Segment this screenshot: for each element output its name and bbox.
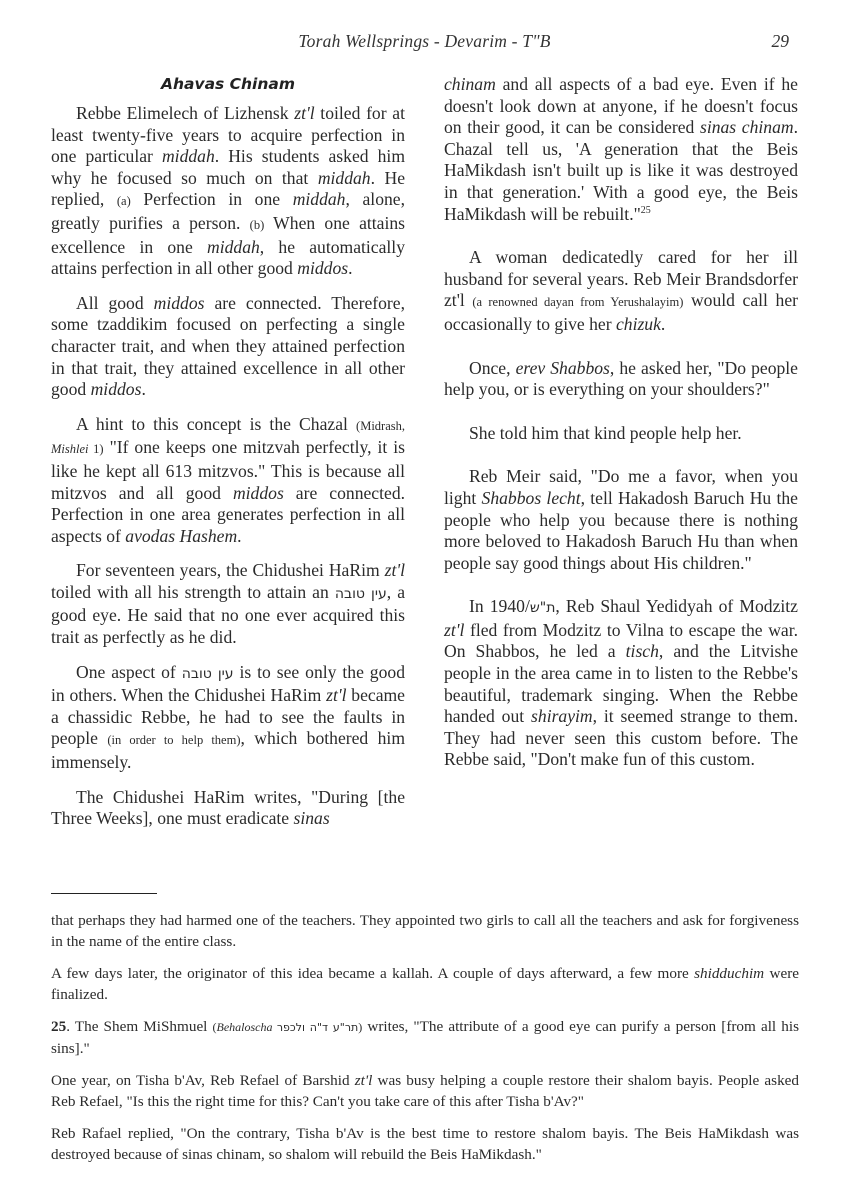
text-run: When one attains excellence in one [51, 212, 405, 257]
text-run: are connected. Perfection in one area generates perfection in all aspects of [51, 482, 406, 546]
text-run: toiled with all his strength to attain an [51, 581, 335, 602]
text-run: Perfection in one [130, 189, 293, 210]
text-run: Reb Meir said, "Do me a favor, when you light [444, 466, 798, 508]
body-paragraph [444, 423, 798, 445]
small-note: (a) [116, 194, 131, 209]
text-run: , it seemed strange to them. They had never seen this custom before. The Rebbe said, "Don't make fun of this custom. [444, 706, 798, 770]
hebrew-text: ת"ש [529, 600, 556, 617]
small-note: ) [358, 1020, 363, 1034]
running-title: Torah Wellsprings - Devarim - T"B [298, 31, 551, 51]
small-note: (Midrash, [356, 418, 405, 433]
text-run: In 1940/ [469, 596, 530, 617]
left-column [51, 74, 405, 843]
text-run: toiled for at least twenty-five years to acquire perfection in one particular [51, 103, 405, 167]
footnote-paragraph [51, 910, 799, 952]
section-heading: Ahavas Chinam [160, 75, 296, 93]
text-run: . The Shem MiShmuel [66, 1018, 213, 1035]
text-run: , alone, greatly purifies a person. [51, 189, 405, 233]
small-note: ( [212, 1020, 217, 1034]
text-run: Rebbe Elimelech of Lizhensk [76, 103, 295, 123]
body-paragraph [444, 247, 798, 335]
text-run: A hint to this concept is the Chazal [76, 413, 357, 434]
text-run: . Chazal tell us, 'A generation that the Beis HaMikdash isn't built up is like it was destroyed in that generation.' With a good eye, the Beis HaMikdash will be rebuilt." [444, 117, 798, 224]
text-run: , he automatically attains perfection in all other good [51, 236, 405, 279]
italic-term: middos [90, 379, 142, 400]
small-note: (b) [249, 217, 265, 232]
italic-term: sinas chinam [699, 117, 794, 138]
text-run: , a good eye. He said that no one ever acquired this trait as perfectly as he did. [51, 581, 406, 648]
body-paragraph [444, 596, 798, 771]
footnotes [51, 910, 799, 1176]
text-run: . [237, 525, 242, 546]
italic-term: middah [161, 146, 215, 167]
text-run: and all aspects of a bad eye. Even if he doesn't look down at anyone, if he doesn't focus on their good, it can be considered [444, 74, 798, 138]
italic-term: zt'l [444, 619, 465, 640]
text-run: . [348, 258, 353, 279]
text-run: Once, [469, 357, 516, 378]
italic-term: chizuk [615, 313, 661, 334]
footnote-paragraph [51, 1016, 799, 1059]
small-note: (in order to help them) [107, 733, 241, 748]
text-run: Reb Rafael replied, "On the contrary, Tisha b'Av is the best time to restore shalom bayis. The Beis HaMikdash was destroyed because of sinas chinam, so shalom will rebuild the Beis HaMikdash." [51, 1125, 799, 1163]
italic-term: middos [297, 258, 349, 279]
italic-term: middah [207, 236, 260, 257]
italic-term: zt'l [294, 103, 315, 123]
italic-term: Mishlei [51, 442, 89, 457]
text-run: A few days later, the originator of this idea became a kallah. A couple of days afterward, a few more [51, 965, 695, 982]
text-run: would call her occasionally to give her [444, 290, 798, 334]
body-paragraph [51, 103, 405, 280]
text-run: fled from Modzitz to Vilna to escape the war. On Shabbos, he led a [444, 619, 798, 662]
italic-term: zt'l [384, 560, 405, 581]
body-paragraph [51, 662, 405, 774]
text-run: One year, on Tisha b'Av, Reb Refael of Barshid [51, 1072, 355, 1089]
right-column [444, 74, 798, 784]
italic-term: Behaloscha [216, 1020, 273, 1034]
text-run: . His students asked him why he focused so much on that [51, 146, 405, 188]
text-run: , and the Litvishe people in the area came in to listen to the Rebbe's beautiful, trademark singing. When the Rebbe handed out [444, 641, 798, 727]
text-run: She told him that kind people help her. [469, 422, 742, 443]
text-run: . [660, 313, 666, 334]
small-note: (a renowned dayan from Yerushalayim) [472, 295, 684, 310]
text-run: A woman dedicatedly cared for her ill husband for several years. Reb Meir Brandsdorfer zt'l [444, 247, 798, 311]
page-number: 29 [771, 31, 789, 51]
italic-term: shirayim [531, 706, 593, 727]
text-run: were finalized. [51, 965, 799, 1003]
italic-term: middos [232, 482, 284, 503]
footnote-ref: 25 [640, 204, 651, 216]
small-note: 1) [88, 442, 104, 457]
text-run: . [141, 379, 146, 400]
text-run: is to see only the good in others. When the Chidushei HaRim [51, 661, 405, 706]
text-run: that perhaps they had harmed one of the teachers. They appointed two girls to call all the teachers and ask for forgiveness in the name of the entire class. [51, 912, 799, 950]
body-paragraph [51, 787, 405, 830]
footnote-paragraph [51, 1070, 799, 1112]
italic-term: middah [317, 167, 371, 188]
italic-term: erev Shabbos [515, 357, 610, 378]
hebrew-text: תר"ע ד"ה ולכפר [276, 1021, 359, 1034]
text-run: writes, "The attribute of a good eye can purify a person [from all his sins]." [51, 1018, 799, 1057]
text-run: One aspect of [76, 661, 182, 682]
italic-term: chinam [444, 74, 496, 94]
text-run: "If one keeps one mitzvah perfectly, it is like he kept all 613 mitzvos." This is because all mitzvos and all good [51, 437, 406, 503]
italic-term: shidduchim [694, 965, 765, 982]
italic-term: tisch [625, 641, 659, 662]
text-run: All good [76, 292, 154, 313]
italic-term: middos [153, 292, 205, 313]
text-run: , which bothered him immensely. [51, 728, 406, 773]
italic-term: middah [292, 189, 346, 210]
text-run: became a chassidic Rebbe, he had to see the faults in people [51, 685, 405, 749]
footnote-divider [51, 893, 157, 894]
footnote-number: 25 [51, 1018, 67, 1035]
text-run: For seventeen years, the Chidushei HaRim [76, 560, 385, 581]
italic-term: zt'l [354, 1072, 373, 1089]
text-run: . He replied, [51, 167, 406, 210]
hebrew-text: עין טובה [181, 665, 234, 682]
italic-term: zt'l [326, 685, 347, 706]
hebrew-text: עין טובה [334, 585, 387, 602]
italic-term: Shabbos lecht [481, 487, 581, 508]
text-run: are connected. Therefore, some tzaddikim focused on perfecting a single character trait, and when they attained perfection in that trait, they attained excellence in all other good [51, 292, 406, 400]
body-paragraph [51, 560, 405, 648]
text-run: , he asked her, "Do people help you, or is everything on your shoulders?" [444, 357, 798, 400]
body-paragraph [444, 74, 798, 225]
footnote-paragraph [51, 963, 799, 1005]
body-paragraph [444, 466, 798, 574]
footnote-paragraph [51, 1123, 799, 1165]
body-paragraph [51, 414, 405, 548]
body-paragraph [444, 358, 798, 401]
italic-term: avodas Hashem [125, 525, 238, 546]
text-run: , tell Hakadosh Baruch Hu the people who help you because there is nothing more beloved to Hakadosh Baruch Hu than when people say good things about His children." [444, 487, 798, 573]
text-run: , Reb Shaul Yedidyah of Modzitz [555, 596, 798, 617]
text-run: was busy helping a couple restore their shalom bayis. People asked Reb Refael, "Is this the right time for this? Can't you take care of this after Tisha b'Av?" [51, 1072, 799, 1110]
body-paragraph [51, 293, 405, 401]
text-run: The Chidushei HaRim writes, "During [the Three Weeks], one must eradicate [51, 786, 405, 829]
running-header [0, 28, 849, 58]
italic-term: sinas [293, 808, 330, 829]
